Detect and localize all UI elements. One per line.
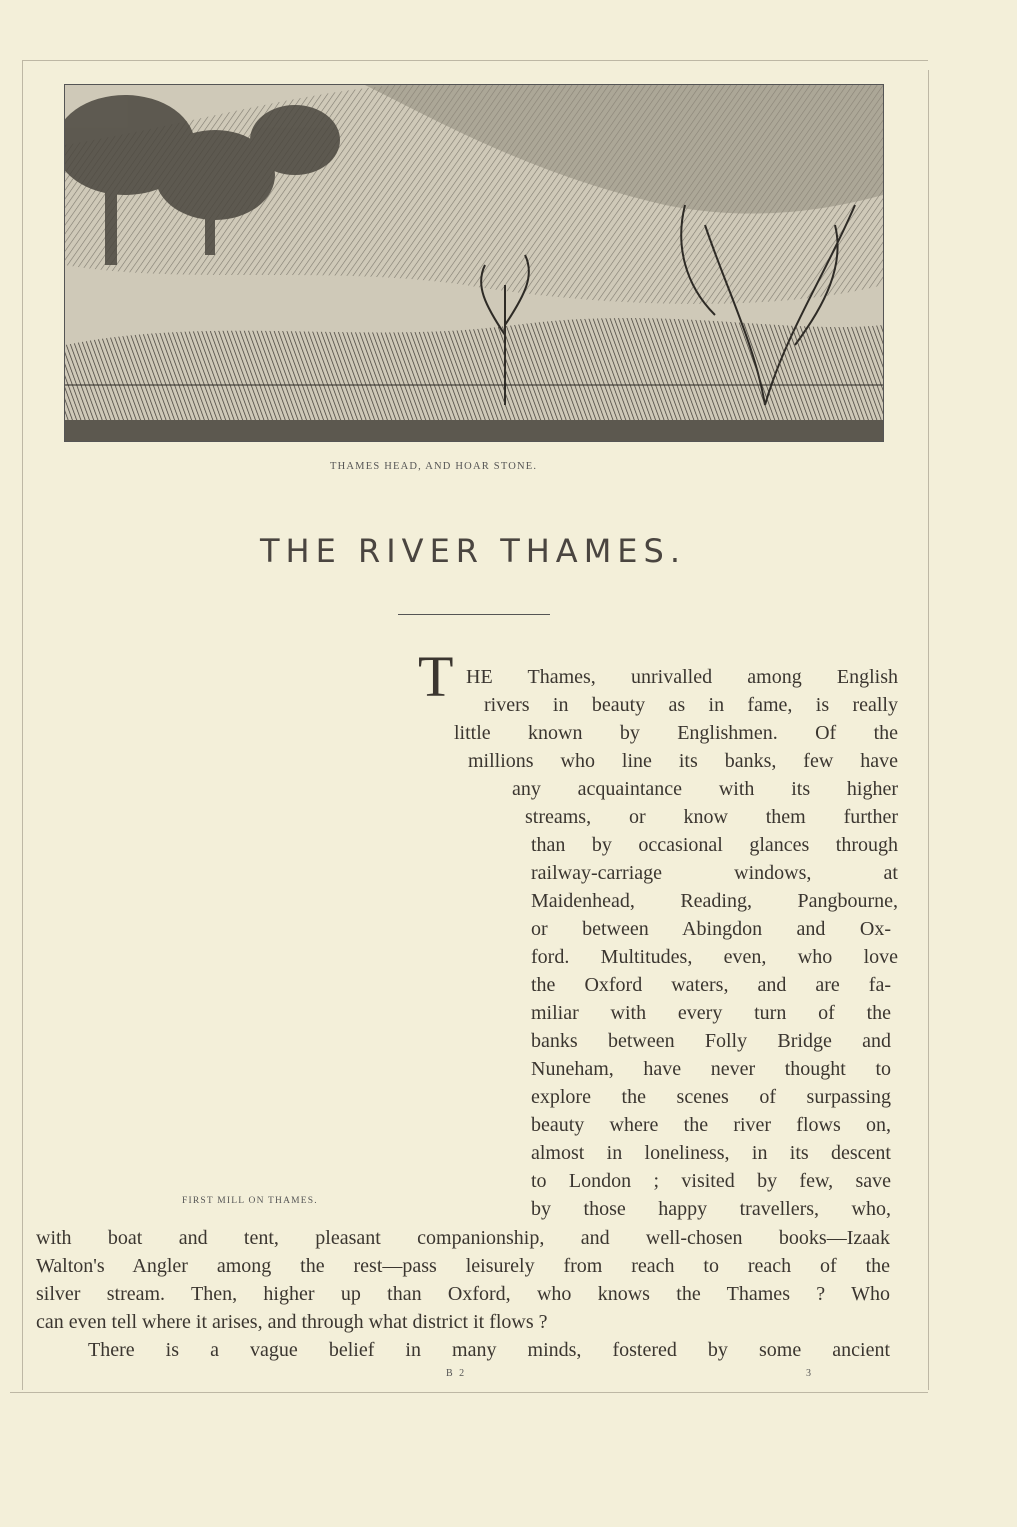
page-number: 3 (806, 1368, 813, 1379)
text-line: explore the scenes of surpassing (531, 1086, 891, 1108)
text-line: almost in loneliness, in its descent (531, 1142, 891, 1164)
plate-caption: THAMES HEAD, AND HOAR STONE. (330, 461, 538, 472)
text-line: beauty where the river flows on, (531, 1114, 891, 1136)
text-line: any acquaintance with its higher (512, 778, 898, 800)
text-line: Maidenhead, Reading, Pangbourne, (531, 890, 898, 912)
top-rule (22, 60, 928, 61)
text-line: banks between Folly Bridge and (531, 1030, 891, 1052)
page-title: THE RIVER THAMES. (260, 532, 686, 570)
text-line: streams, or know them further (525, 806, 898, 828)
text-line: or between Abingdon and Ox- (531, 918, 891, 940)
left-rule (22, 60, 23, 1390)
text-line: miliar with every turn of the (531, 1002, 891, 1024)
text-line: than by occasional glances through (531, 834, 898, 856)
text-line: with boat and tent, pleasant companionship, and well-chosen books—Izaak (36, 1227, 890, 1249)
right-rule (928, 70, 929, 1390)
text-line: to London ; visited by few, save (531, 1170, 891, 1192)
title-underline (398, 614, 550, 615)
text-line: Nuneham, have never thought to (531, 1058, 891, 1080)
text-line: Walton's Angler among the rest—pass leisurely from reach to reach of the (36, 1255, 890, 1277)
vignette-caption: FIRST MILL ON THAMES. (182, 1196, 318, 1206)
text-line: little known by Englishmen. Of the (454, 722, 898, 744)
engraving-thames-head (64, 84, 884, 442)
text-line: HE Thames, unrivalled among English (466, 666, 898, 688)
engraving-first-mill (38, 652, 506, 1192)
text-line: silver stream. Then, higher up than Oxford, who knows the Thames ? Who (36, 1283, 890, 1305)
text-line: rivers in beauty as in fame, is really (484, 694, 898, 716)
bottom-rule (10, 1392, 928, 1393)
text-line: ford. Multitudes, even, who love (531, 946, 898, 968)
text-line: can even tell where it arises, and through what district it flows ? (36, 1311, 548, 1333)
signature-mark: B 2 (446, 1368, 467, 1379)
text-line: by those happy travellers, who, (531, 1198, 891, 1220)
text-line: There is a vague belief in many minds, fostered by some ancient (88, 1339, 890, 1361)
text-line: millions who line its banks, few have (468, 750, 898, 772)
text-line: railway-carriage windows, at (531, 862, 898, 884)
text-line: the Oxford waters, and are fa- (531, 974, 891, 996)
drop-cap: T (418, 644, 454, 709)
